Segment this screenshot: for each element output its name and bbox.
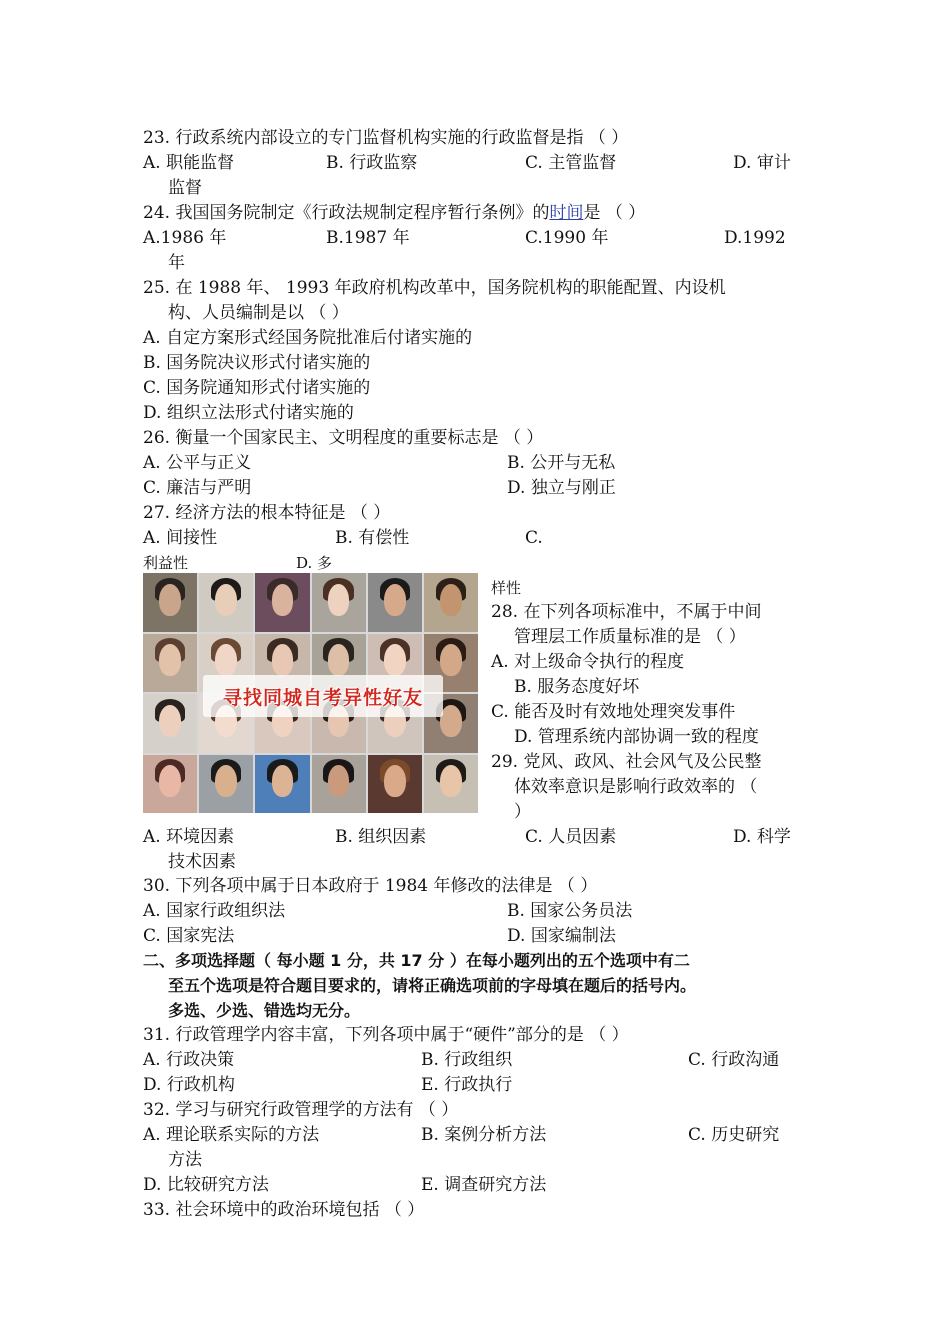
q24-stem xyxy=(143,201,645,225)
ad-photo xyxy=(312,755,366,814)
q24-option-a: A.1986 年 xyxy=(143,228,227,248)
q29-option-b: B. 组织因素 xyxy=(335,827,427,847)
q32-stem: 32. 学习与研究行政管理学的方法有 （ ） xyxy=(143,1100,459,1120)
q23-option-d-cont: 监督 xyxy=(168,178,202,198)
q32-option-b: B. 案例分析方法 xyxy=(421,1125,547,1145)
q24-option-d-cont: 年 xyxy=(168,253,185,273)
q26-stem: 26. 衡量一个国家民主、文明程度的重要标志是 （ ） xyxy=(143,428,544,448)
q32-option-e: E. 调查研究方法 xyxy=(421,1175,547,1195)
ad-banner-text: 寻找同城自考异性好友 xyxy=(222,686,423,709)
ad-photo xyxy=(143,634,197,693)
ad-photo xyxy=(143,694,197,753)
q24-stem-pre: 24. 我国国务院制定《行政法规制定程序暂行条例》的 xyxy=(143,203,550,223)
q27-option-c: C. xyxy=(525,528,543,548)
q29-stem-close: ） xyxy=(514,802,531,822)
q28-stem: 28. 在下列各项标准中，不属于中间 xyxy=(491,602,762,622)
q28-option-a: A. 对上级命令执行的程度 xyxy=(491,652,685,672)
ad-photo xyxy=(199,755,253,814)
ad-photo xyxy=(199,573,253,632)
q27-option-d-cont: 样性 xyxy=(491,579,522,597)
ad-photo xyxy=(143,755,197,814)
ad-photo xyxy=(255,755,309,814)
q28-stem-cont: 管理层工作质量标准的是 （ ） xyxy=(514,627,746,647)
q32-option-a: A. 理论联系实际的方法 xyxy=(143,1125,320,1145)
q26-option-a: A. 公平与正义 xyxy=(143,453,252,473)
ad-photo xyxy=(312,573,366,632)
q29-stem: 29. 党风、政风、社会风气及公民整 xyxy=(491,752,762,772)
q25-stem: 25. 在 1988 年、 1993 年政府机构改革中，国务院机构的职能配置、内设机 xyxy=(143,278,726,298)
q26-option-b: B. 公开与无私 xyxy=(507,453,616,473)
section2-heading: 二、多项选择题（ 每小题 1 分，共 17 分 ）在每小题列出的五个选项中有二 xyxy=(143,951,690,970)
ad-photo xyxy=(143,573,197,632)
q31-stem: 31. 行政管理学内容丰富，下列各项中属于“硬件”部分的是 （ ） xyxy=(143,1025,629,1045)
q27-option-b: B. 有偿性 xyxy=(335,528,410,548)
q25-option-c: C. 国务院通知形式付诸实施的 xyxy=(143,378,371,398)
q27-option-c-cont: 利益性 xyxy=(143,554,189,572)
q29-option-a: A. 环境因素 xyxy=(143,827,235,847)
q29-option-d: D. 科学 xyxy=(733,827,791,847)
q29-stem-cont: 体效率意识是影响行政效率的 （ xyxy=(514,777,758,797)
q25-stem-cont: 构、人员编制是以 （ ） xyxy=(168,303,349,323)
q23-option-a: A. 职能监督 xyxy=(143,153,235,173)
q30-option-b: B. 国家公务员法 xyxy=(507,901,633,921)
q23-stem: 23. 行政系统内部设立的专门监督机构实施的行政监督是指 （ ） xyxy=(143,128,629,148)
q27-option-a: A. 间接性 xyxy=(143,528,218,548)
dating-ad-image[interactable] xyxy=(143,573,478,813)
q31-option-b: B. 行政组织 xyxy=(421,1050,513,1070)
q24-option-c: C.1990 年 xyxy=(525,228,609,248)
q26-option-c: C. 廉洁与严明 xyxy=(143,478,252,498)
q25-option-b: B. 国务院决议形式付诸实施的 xyxy=(143,353,371,373)
q25-option-d: D. 组织立法形式付诸实施的 xyxy=(143,403,354,423)
q30-option-a: A. 国家行政组织法 xyxy=(143,901,286,921)
q28-option-c: C. 能否及时有效地处理突发事件 xyxy=(491,702,736,722)
section2-heading-cont2: 多选、少选、错选均无分。 xyxy=(168,1001,361,1020)
q23-option-d: D. 审计 xyxy=(733,153,791,173)
q28-option-b: B. 服务态度好坏 xyxy=(514,677,640,697)
q31-option-e: E. 行政执行 xyxy=(421,1075,513,1095)
q31-option-d: D. 行政机构 xyxy=(143,1075,235,1095)
q28-option-d: D. 管理系统内部协调一致的程度 xyxy=(514,727,759,747)
q30-option-c: C. 国家宪法 xyxy=(143,926,235,946)
ad-photo xyxy=(368,573,422,632)
q23-option-b: B. 行政监察 xyxy=(326,153,418,173)
q31-option-a: A. 行政决策 xyxy=(143,1050,235,1070)
q27-option-d: D. 多 xyxy=(296,554,333,572)
q24-option-b: B.1987 年 xyxy=(326,228,410,248)
q30-stem: 30. 下列各项中属于日本政府于 1984 年修改的法律是 （ ） xyxy=(143,876,598,896)
q33-stem: 33. 社会环境中的政治环境包括 （ ） xyxy=(143,1200,425,1220)
q25-option-a: A. 自定方案形式经国务院批准后付诸实施的 xyxy=(143,328,473,348)
q24-time-link[interactable]: 时间 xyxy=(549,203,584,223)
q29-option-d-cont: 技术因素 xyxy=(168,852,236,872)
q26-option-d: D. 独立与刚正 xyxy=(507,478,616,498)
ad-photo xyxy=(424,573,478,632)
q23-option-c: C. 主管监督 xyxy=(525,153,617,173)
q32-option-c: C. 历史研究 xyxy=(688,1125,780,1145)
section2-heading-cont: 至五个选项是符合题目要求的，请将正确选项前的字母填在题后的括号内。 xyxy=(168,976,697,995)
q32-option-c-cont: 方法 xyxy=(168,1150,202,1170)
ad-photo xyxy=(368,755,422,814)
q24-stem-post: 是 （ ） xyxy=(583,203,646,223)
q29-option-c: C. 人员因素 xyxy=(525,827,617,847)
ad-photo xyxy=(424,755,478,814)
q30-option-d: D. 国家编制法 xyxy=(507,926,616,946)
ad-banner[interactable] xyxy=(203,675,443,717)
ad-photo xyxy=(255,573,309,632)
q27-stem: 27. 经济方法的根本特征是 （ ） xyxy=(143,503,391,523)
q31-option-c: C. 行政沟通 xyxy=(688,1050,780,1070)
q32-option-d: D. 比较研究方法 xyxy=(143,1175,269,1195)
q24-option-d: D.1992 xyxy=(724,228,786,248)
